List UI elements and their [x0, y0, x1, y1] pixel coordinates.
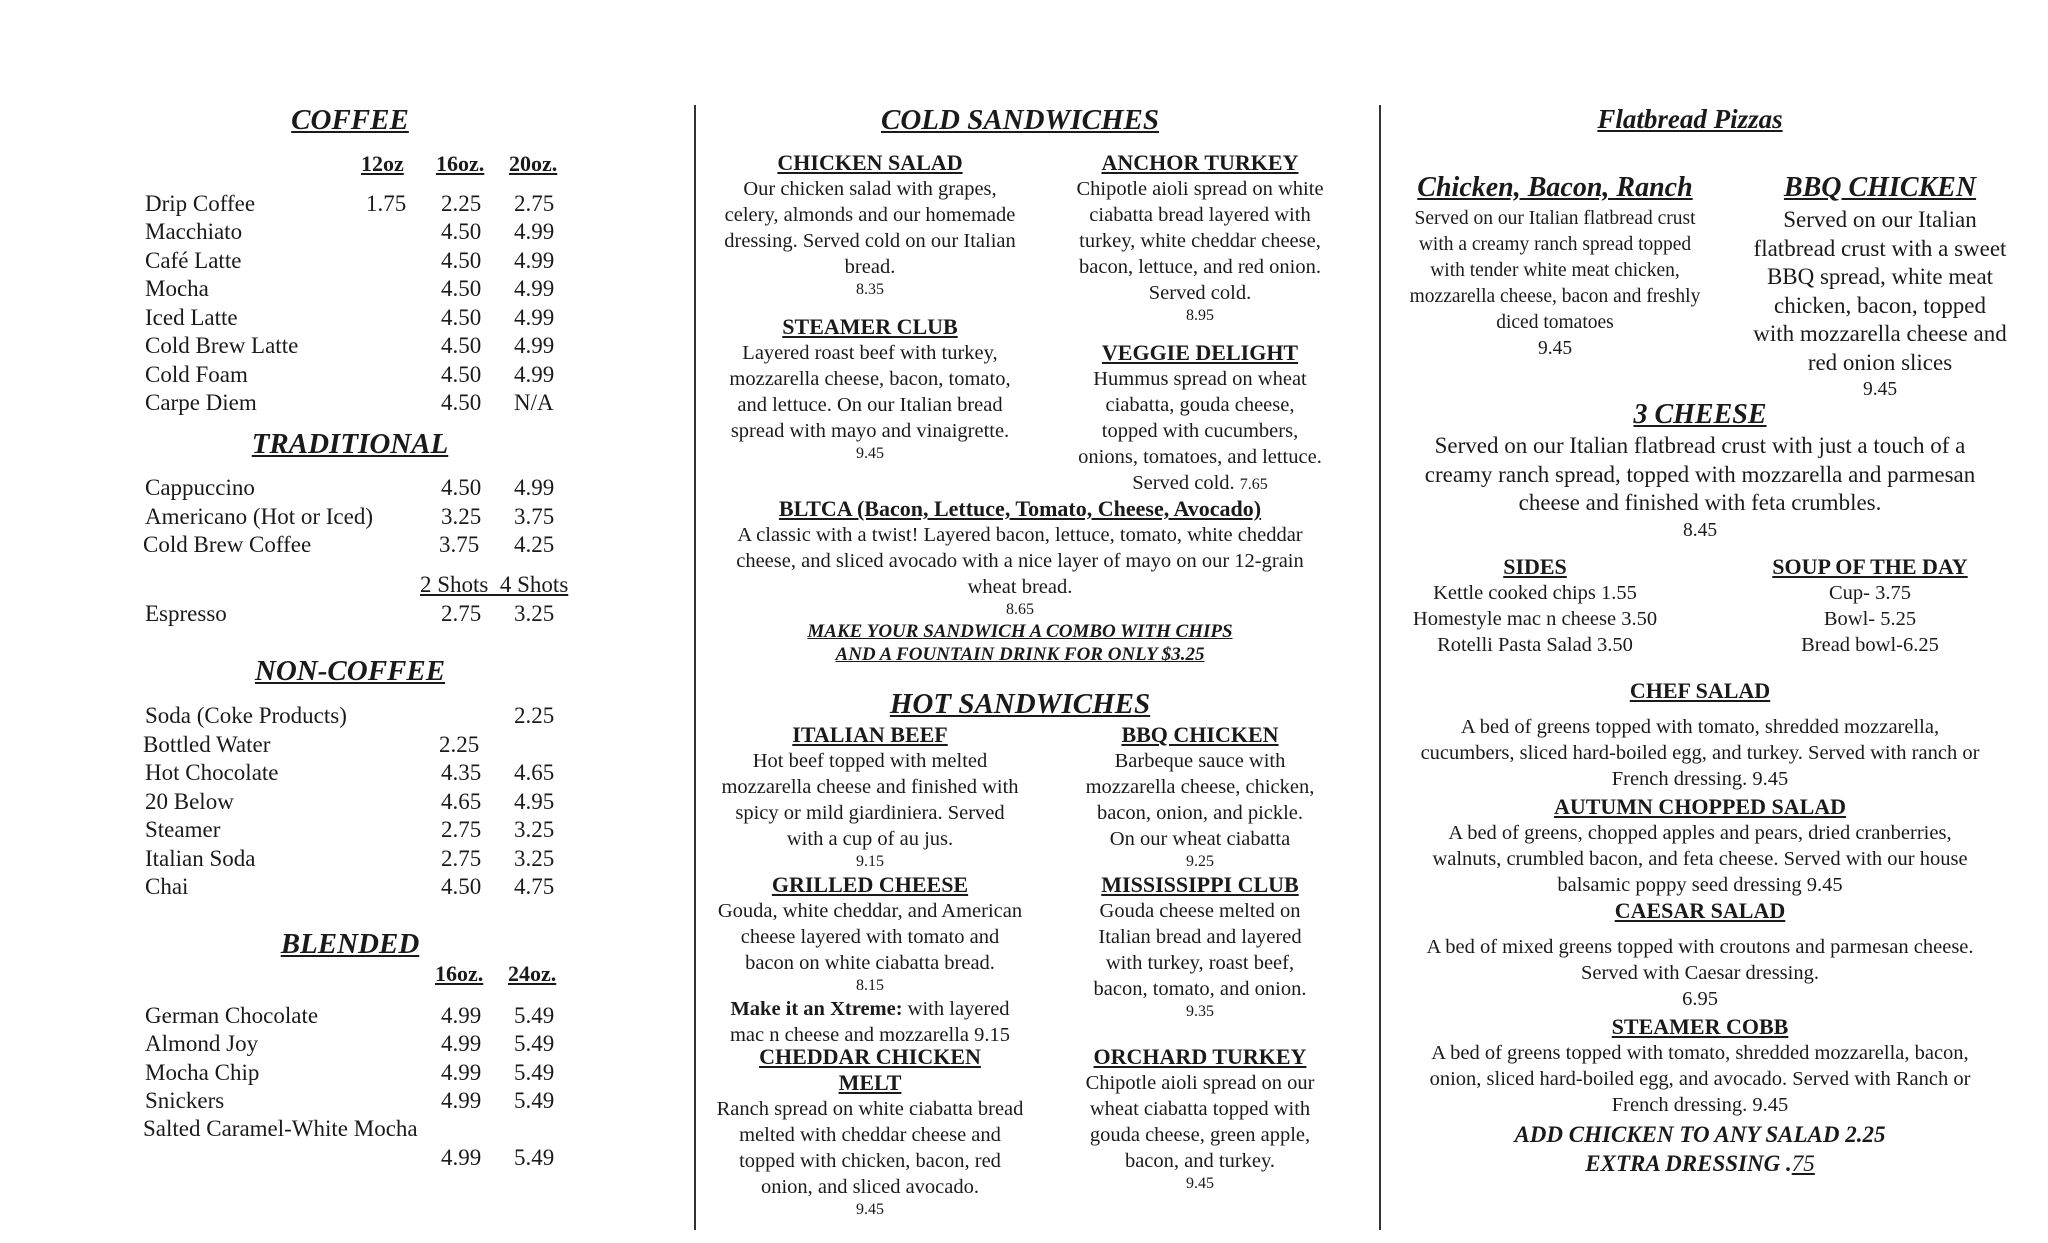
item-desc: dressing. Served cold on our Italian: [724, 230, 1016, 252]
extra-dressing-note: [1390, 1149, 2010, 1178]
item-name: Iced Latte: [145, 305, 238, 330]
sides-title: SIDES: [1503, 554, 1567, 579]
item-desc: bacon on white ciabatta bread.: [745, 952, 995, 974]
menu-item-orchard-turkey: [1050, 1044, 1350, 1194]
item-desc: bacon, tomato, and onion.: [1093, 978, 1307, 1000]
item-desc: with mozzarella cheese and: [1753, 321, 2007, 346]
item-name: Hot Chocolate: [145, 760, 279, 785]
item-name: Carpe Diem: [145, 390, 257, 415]
item-price-16oz: 4.50: [441, 475, 482, 500]
menu-item-autumn-chopped-salad: [1390, 794, 2010, 898]
item-price-2shots: 2.75: [441, 601, 482, 626]
item-name: Cappuccino: [145, 475, 255, 500]
item-price: 9.35: [1186, 1003, 1214, 1020]
item-price: 9.45: [856, 445, 884, 462]
sides-section: [1390, 554, 1680, 658]
item-title: MISSISSIPPI CLUB: [1101, 872, 1299, 897]
item-desc: A classic with a twist! Layered bacon, lettuce, tomato, white cheddar: [737, 524, 1303, 546]
item-desc: bacon, onion, and pickle.: [1096, 802, 1304, 824]
item-desc: French dressing. 9.45: [1611, 1094, 1789, 1116]
item-price-24oz: 5.49: [514, 1088, 555, 1113]
item-price-small: 4.65: [441, 789, 482, 814]
item-desc: flatbread crust with a sweet: [1753, 235, 2007, 261]
item-desc: Chipotle aioli spread on white: [1076, 178, 1324, 200]
item-desc: walnuts, crumbled bacon, and feta cheese. Served with our house: [1432, 848, 1968, 870]
item-price-small: 4.35: [441, 760, 482, 785]
item-desc: Hummus spread on wheat: [1093, 368, 1307, 390]
menu-item-chicken-salad: [700, 150, 1040, 300]
item-price-large: 3.25: [514, 846, 555, 871]
menu-item-bbq-chicken-flatbread: [1740, 170, 2020, 403]
item-title: CHICKEN SALAD: [777, 150, 963, 175]
item-desc: topped with cucumbers,: [1101, 420, 1299, 442]
menu-item-veggie-delight: [1050, 340, 1350, 498]
item-price-24oz: 5.49: [514, 1060, 555, 1085]
coffee-title: COFFEE: [291, 104, 409, 136]
item-price-20oz: 4.25: [514, 532, 555, 557]
item-name: Cold Brew Latte: [145, 333, 299, 358]
item-desc: cheese and finished with feta crumbles.: [1518, 490, 1882, 515]
item-desc: and lettuce. On our Italian bread: [737, 394, 1003, 416]
item-price: 8.35: [856, 281, 884, 298]
item-price-small: 2.75: [441, 817, 482, 842]
item-name: Salted Caramel-White Mocha: [143, 1116, 418, 1141]
item-title-2: MELT: [838, 1070, 902, 1095]
combo-line: MAKE YOUR SANDWICH A COMBO WITH CHIPS: [807, 621, 1233, 642]
item-desc: ciabatta, gouda cheese,: [1105, 394, 1295, 416]
item-title: ITALIAN BEEF: [792, 722, 948, 747]
shots-header: 2 Shots 4 Shots: [420, 572, 569, 597]
item-price-small: 2.75: [441, 846, 482, 871]
item-desc: red onion slices: [1807, 349, 1953, 375]
item-desc: bacon, and turkey.: [1124, 1150, 1276, 1172]
flatbread-title: Flatbread Pizzas: [1597, 104, 1783, 134]
cold-sandwiches-title: COLD SANDWICHES: [881, 104, 1159, 136]
item-title: Chicken, Bacon, Ranch: [1417, 172, 1693, 203]
item-price-16oz: 3.75: [439, 532, 480, 557]
list-item: Bowl- 5.25: [1823, 608, 1917, 630]
item-price-20oz: 4.99: [514, 276, 555, 301]
item-price-20oz: 2.75: [514, 191, 555, 216]
item-title: VEGGIE DELIGHT: [1101, 340, 1299, 365]
item-name: Mocha Chip: [145, 1060, 260, 1085]
item-name: Steamer: [145, 817, 221, 842]
item-desc: Gouda, white cheddar, and American: [717, 900, 1023, 922]
item-price-16oz: 4.50: [441, 276, 482, 301]
item-desc: A bed of greens, chopped apples and pears, dried cranberries,: [1448, 822, 1952, 844]
list-item: Rotelli Pasta Salad 3.50: [1437, 634, 1633, 656]
item-desc: cucumbers, sliced hard-boiled egg, and turkey. Served with ranch or: [1420, 742, 1980, 764]
item-desc: BBQ spread, white meat: [1766, 264, 1994, 289]
item-desc: melted with cheddar cheese and: [739, 1124, 1001, 1146]
item-name: Mocha: [145, 276, 209, 301]
item-desc: mozzarella cheese, bacon, tomato,: [729, 368, 1011, 390]
item-title: BBQ CHICKEN: [1783, 172, 1977, 203]
traditional-title: TRADITIONAL: [251, 428, 449, 460]
xtreme-text: with layered: [902, 998, 1010, 1020]
item-desc: onions, tomatoes, and lettuce.: [1078, 446, 1322, 468]
non-coffee-title: NON-COFFEE: [254, 655, 446, 687]
item-desc: Hot beef topped with melted: [752, 750, 988, 772]
add-chicken-note: ADD CHICKEN TO ANY SALAD 2.25: [1514, 1122, 1886, 1147]
item-desc: Gouda cheese melted on: [1099, 900, 1301, 922]
item-desc: topped with chicken, bacon, red: [739, 1150, 1001, 1172]
coffee-size-20oz: 20oz.: [509, 151, 558, 176]
hot-sandwiches-title: HOT SANDWICHES: [889, 688, 1151, 720]
item-price-16oz: 4.50: [441, 248, 482, 273]
item-name: Snickers: [145, 1088, 225, 1113]
item-price: 8.15: [856, 977, 884, 994]
item-price-large: 4.65: [514, 760, 555, 785]
item-name: Americano (Hot or Iced): [145, 504, 373, 529]
item-desc: spread with mayo and vinaigrette.: [730, 420, 1010, 442]
item-title: BLTCA (Bacon, Lettuce, Tomato, Cheese, Avocado): [778, 496, 1262, 521]
item-desc: bacon, lettuce, and red onion.: [1079, 256, 1321, 278]
item-desc: balsamic poppy seed dressing 9.45: [1557, 874, 1843, 896]
item-desc: cheese, and sliced avocado with a nice layer of mayo on our 12-grain: [736, 550, 1304, 572]
item-desc: mozzarella cheese, bacon and freshly: [1409, 286, 1701, 307]
item-price-20oz: N/A: [514, 390, 554, 415]
item-price-24oz: 5.49: [514, 1031, 555, 1056]
item-price-24oz: 5.49: [514, 1145, 555, 1170]
item-desc: Served on our Italian flatbread crust with just a touch of a: [1434, 433, 1966, 458]
list-item: Bread bowl-6.25: [1801, 634, 1939, 656]
item-price-large: 4.95: [514, 789, 555, 814]
item-desc: French dressing. 9.45: [1611, 768, 1789, 790]
item-name: Espresso: [145, 601, 227, 626]
item-desc: mozzarella cheese and finished with: [721, 776, 1019, 798]
item-name: Café Latte: [145, 248, 242, 273]
item-price-16oz: 3.25: [441, 504, 482, 529]
item-price-16oz: 4.99: [441, 1031, 482, 1056]
item-desc: A bed of greens topped with tomato, shredded mozzarella, bacon,: [1431, 1042, 1969, 1064]
item-desc: Layered roast beef with turkey,: [742, 342, 998, 364]
item-desc: mozzarella cheese, chicken,: [1085, 776, 1315, 798]
item-desc: turkey, white cheddar cheese,: [1079, 230, 1321, 252]
item-price-large: 3.25: [514, 817, 555, 842]
item-last-line: [1050, 470, 1350, 498]
item-desc: On our wheat ciabatta: [1109, 828, 1291, 850]
item-price: 7.65: [1239, 476, 1268, 493]
menu-item-anchor-turkey: [1050, 150, 1350, 326]
item-desc: Served cold.: [1148, 282, 1252, 304]
item-price: 9.45: [856, 1201, 884, 1218]
extra-dressing-price: 75: [1791, 1151, 1815, 1176]
item-price-16oz: 4.99: [441, 1003, 482, 1028]
xtreme-upgrade: [700, 996, 1040, 1022]
item-name: Bottled Water: [143, 732, 271, 757]
item-title: STEAMER CLUB: [782, 314, 958, 339]
item-desc: Ranch spread on white ciabatta bread: [716, 1098, 1024, 1120]
item-price: 9.25: [1186, 853, 1214, 870]
item-price-20oz: 4.99: [514, 475, 555, 500]
item-desc: celery, almonds and our homemade: [724, 204, 1016, 226]
item-desc: A bed of mixed greens topped with croutons and parmesan cheese.: [1426, 936, 1974, 958]
item-price-20oz: 4.99: [514, 248, 555, 273]
soup-section: [1720, 554, 2020, 658]
item-price: 6.95: [1682, 988, 1718, 1010]
item-desc: bread.: [844, 256, 896, 278]
item-desc: onion, sliced hard-boiled egg, and avocado. Served with Ranch or: [1429, 1068, 1971, 1090]
menu-item-caesar-salad: [1390, 898, 2010, 1012]
item-name: Drip Coffee: [145, 191, 256, 216]
item-name: Italian Soda: [145, 846, 256, 871]
menu-item-steamer-cobb: [1390, 1014, 2010, 1118]
item-price: 9.45: [1862, 379, 1898, 400]
item-desc: Our chicken salad with grapes,: [743, 178, 997, 200]
combo-offer: [700, 620, 1340, 666]
item-price: 9.15: [856, 853, 884, 870]
xtreme-text-2: mac n cheese and mozzarella 9.15: [729, 1024, 1011, 1046]
item-price: 9.45: [1186, 1175, 1214, 1192]
item-price: 8.65: [1006, 601, 1034, 618]
blended-size-24oz: 24oz.: [508, 961, 557, 986]
item-price-20oz: 4.99: [514, 219, 555, 244]
item-desc: ciabatta bread layered with: [1089, 204, 1311, 226]
item-title: GRILLED CHEESE: [771, 872, 969, 897]
item-title: CAESAR SALAD: [1614, 898, 1786, 923]
item-price-16oz: 4.99: [441, 1060, 482, 1085]
item-price-16oz: 4.50: [441, 305, 482, 330]
xtreme-label: Make it an Xtreme:: [730, 998, 903, 1020]
item-title: ORCHARD TURKEY: [1093, 1044, 1307, 1069]
item-name: Soda (Coke Products): [145, 703, 347, 728]
item-price-small: 2.25: [439, 732, 480, 757]
menu-item-grilled-cheese: [700, 872, 1040, 1048]
menu-item-chef-salad: [1390, 678, 2010, 792]
item-desc: gouda cheese, green apple,: [1089, 1124, 1311, 1146]
item-desc: Served with Caesar dressing.: [1581, 962, 1819, 984]
list-item: Cup- 3.75: [1829, 582, 1911, 604]
item-price-large: 2.25: [514, 703, 555, 728]
item-price-16oz: 4.50: [441, 362, 482, 387]
item-price-20oz: 4.99: [514, 333, 555, 358]
item-price-16oz: 4.50: [441, 333, 482, 358]
column-divider-right: [1379, 105, 1381, 1230]
menu-item-italian-beef: [700, 722, 1040, 872]
item-desc: wheat bread.: [967, 576, 1073, 598]
item-price-24oz: 5.49: [514, 1003, 555, 1028]
item-name: Chai: [145, 874, 189, 899]
item-desc: Served on our Italian flatbread crust: [1414, 208, 1696, 229]
item-price: 8.45: [1682, 519, 1718, 541]
item-name: Cold Foam: [145, 362, 248, 387]
item-desc: diced tomatoes: [1496, 312, 1614, 333]
item-price-16oz: 4.50: [441, 219, 482, 244]
item-desc: Served on our Italian: [1783, 207, 1977, 232]
item-name: Cold Brew Coffee: [143, 532, 312, 557]
item-price-large: 4.75: [514, 874, 555, 899]
item-desc: Italian bread and layered: [1098, 926, 1302, 948]
item-title: ANCHOR TURKEY: [1101, 150, 1299, 175]
item-desc: with a cup of au jus.: [786, 828, 954, 850]
blended-size-16oz: 16oz.: [435, 961, 484, 986]
coffee-size-12oz: 12oz: [361, 151, 404, 176]
item-price-16oz: 4.99: [441, 1145, 482, 1170]
item-price-small: 4.50: [441, 874, 482, 899]
item-desc: onion, and sliced avocado.: [760, 1176, 980, 1198]
soup-title: SOUP OF THE DAY: [1772, 554, 1968, 579]
menu-item-mississippi-club: [1050, 872, 1350, 1022]
item-title: STEAMER COBB: [1611, 1014, 1789, 1039]
item-desc: spicy or mild giardiniera. Served: [735, 802, 1005, 824]
item-desc: with a creamy ranch spread topped: [1418, 234, 1692, 255]
item-price-20oz: 4.99: [514, 305, 555, 330]
item-title: CHEDDAR CHICKEN: [759, 1044, 981, 1069]
coffee-size-16oz: 16oz.: [436, 151, 485, 176]
item-name: Almond Joy: [145, 1031, 259, 1056]
item-desc: with tender white meat chicken,: [1430, 260, 1680, 281]
menu-item-steamer-club: [700, 314, 1040, 464]
menu-item-3-cheese: [1390, 398, 2010, 544]
item-name: 20 Below: [145, 789, 234, 814]
combo-line: AND A FOUNTAIN DRINK FOR ONLY $3.25: [835, 644, 1205, 665]
item-desc: cheese layered with tomato and: [740, 926, 1000, 948]
item-desc: creamy ranch spread, topped with mozzarella and parmesan: [1424, 461, 1976, 487]
blended-title: BLENDED: [280, 928, 420, 960]
menu-item-bltca: [700, 496, 1340, 620]
extra-dressing-label: EXTRA DRESSING .: [1585, 1151, 1792, 1176]
item-name: Macchiato: [145, 219, 243, 244]
item-price-16oz: 4.50: [441, 390, 482, 415]
item-price-12oz: 1.75: [366, 191, 407, 216]
item-price-20oz: 3.75: [514, 504, 555, 529]
item-desc: chicken, bacon, topped: [1773, 292, 1987, 318]
item-price-16oz: 2.25: [441, 191, 482, 216]
item-title: AUTUMN CHOPPED SALAD: [1553, 794, 1847, 819]
menu-item-bbq-chicken-sandwich: [1050, 722, 1350, 872]
item-title: BBQ CHICKEN: [1121, 722, 1279, 747]
item-title: CHEF SALAD: [1629, 678, 1771, 703]
list-item: Kettle cooked chips 1.55: [1433, 582, 1637, 604]
menu-item-chicken-bacon-ranch: [1385, 170, 1725, 362]
item-price: 8.95: [1186, 307, 1214, 324]
list-item: Homestyle mac n cheese 3.50: [1412, 608, 1658, 630]
item-desc: wheat ciabatta topped with: [1089, 1098, 1311, 1120]
item-title: 3 CHEESE: [1633, 399, 1767, 430]
item-price-4shots: 3.25: [514, 601, 555, 626]
item-price: 9.45: [1537, 338, 1573, 359]
item-desc: Chipotle aioli spread on our: [1085, 1072, 1315, 1094]
item-desc: with turkey, roast beef,: [1105, 952, 1295, 974]
item-desc: A bed of greens topped with tomato, shredded mozzarella,: [1460, 716, 1940, 738]
item-price-16oz: 4.99: [441, 1088, 482, 1113]
item-price-20oz: 4.99: [514, 362, 555, 387]
salad-addons: [1390, 1120, 2010, 1178]
item-name: German Chocolate: [145, 1003, 319, 1028]
item-desc: Barbeque sauce with: [1114, 750, 1286, 772]
item-desc: Served cold.: [1132, 472, 1235, 494]
column-divider-left: [694, 105, 696, 1230]
menu-item-cheddar-chicken-melt: [700, 1044, 1040, 1220]
